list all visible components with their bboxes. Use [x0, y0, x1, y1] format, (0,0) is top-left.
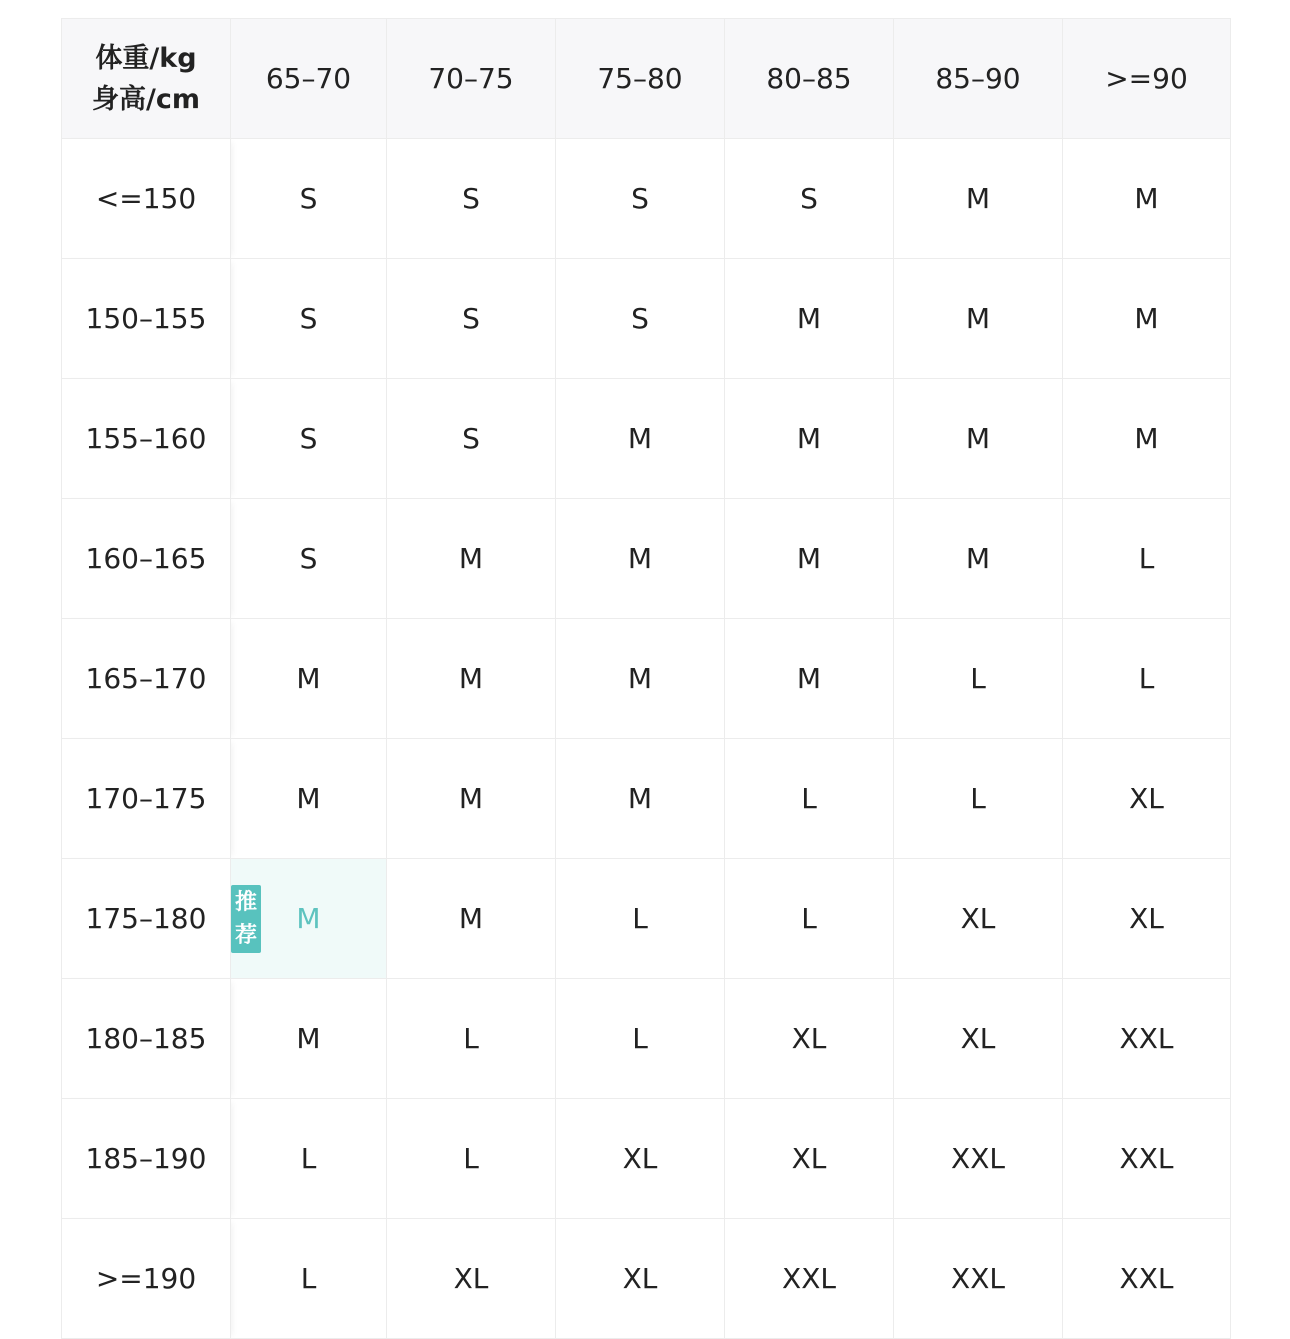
size-cell[interactable]: XXL — [725, 1219, 894, 1339]
table-row — [62, 499, 1231, 619]
size-cell[interactable]: S — [556, 139, 725, 259]
table-row — [62, 619, 1231, 739]
header-row — [62, 19, 1231, 139]
size-cell[interactable]: S — [387, 259, 556, 379]
corner-header-cell — [62, 19, 231, 139]
height-row-header: <=150 — [62, 139, 231, 259]
size-cell[interactable]: XXL — [1063, 1219, 1231, 1339]
size-cell[interactable]: XL — [725, 979, 894, 1099]
weight-column-header: 80–85 — [725, 19, 894, 139]
size-chart-body — [62, 139, 1231, 1339]
size-cell[interactable]: M — [894, 139, 1063, 259]
size-cell[interactable]: M — [894, 499, 1063, 619]
size-cell[interactable]: S — [231, 259, 387, 379]
size-cell[interactable]: S — [231, 139, 387, 259]
size-cell[interactable]: M — [556, 379, 725, 499]
size-cell[interactable]: M — [725, 499, 894, 619]
recommended-size-value: M — [296, 902, 321, 935]
size-cell[interactable]: M — [894, 259, 1063, 379]
height-row-header: >=190 — [62, 1219, 231, 1339]
height-row-header: 160–165 — [62, 499, 231, 619]
size-cell[interactable]: L — [556, 859, 725, 979]
size-cell[interactable]: M — [387, 619, 556, 739]
size-cell[interactable]: L — [894, 619, 1063, 739]
size-cell[interactable]: M — [894, 379, 1063, 499]
height-unit-label: 身高/cm — [92, 83, 200, 115]
size-cell[interactable]: L — [1063, 499, 1231, 619]
weight-column-header: 75–80 — [556, 19, 725, 139]
size-cell[interactable]: S — [231, 499, 387, 619]
size-cell[interactable]: L — [725, 739, 894, 859]
size-cell[interactable]: L — [387, 979, 556, 1099]
height-row-header: 150–155 — [62, 259, 231, 379]
size-cell[interactable]: L — [1063, 619, 1231, 739]
size-cell[interactable]: S — [387, 379, 556, 499]
size-cell[interactable]: S — [231, 379, 387, 499]
recommended-size-cell[interactable] — [231, 859, 387, 979]
size-cell[interactable]: S — [387, 139, 556, 259]
size-cell[interactable]: M — [725, 379, 894, 499]
size-cell[interactable]: M — [725, 619, 894, 739]
size-cell[interactable]: XL — [725, 1099, 894, 1219]
size-cell[interactable]: M — [556, 499, 725, 619]
table-row — [62, 1099, 1231, 1219]
size-cell[interactable]: L — [894, 739, 1063, 859]
table-row — [62, 1219, 1231, 1339]
size-cell[interactable]: L — [231, 1219, 387, 1339]
weight-unit-label: 体重/kg — [95, 42, 197, 74]
recommended-badge — [231, 885, 261, 953]
size-cell[interactable]: S — [725, 139, 894, 259]
size-cell[interactable]: XXL — [1063, 1099, 1231, 1219]
size-cell[interactable]: XL — [894, 859, 1063, 979]
size-cell[interactable]: XL — [1063, 739, 1231, 859]
size-cell[interactable]: XXL — [1063, 979, 1231, 1099]
table-row — [62, 139, 1231, 259]
weight-column-header: 65–70 — [231, 19, 387, 139]
size-cell[interactable]: S — [556, 259, 725, 379]
size-cell[interactable]: M — [231, 739, 387, 859]
size-cell[interactable]: XL — [556, 1219, 725, 1339]
height-row-header: 175–180 — [62, 859, 231, 979]
weight-column-header: >=90 — [1063, 19, 1231, 139]
size-cell[interactable]: M — [387, 499, 556, 619]
size-cell[interactable]: M — [1063, 139, 1231, 259]
size-cell[interactable]: L — [556, 979, 725, 1099]
recommended-badge-char: 荐 — [234, 923, 257, 948]
height-row-header: 170–175 — [62, 739, 231, 859]
size-cell[interactable]: XL — [387, 1219, 556, 1339]
table-row — [62, 979, 1231, 1099]
size-cell[interactable]: L — [387, 1099, 556, 1219]
height-row-header: 165–170 — [62, 619, 231, 739]
size-chart-table — [61, 18, 1231, 1339]
table-row — [62, 739, 1231, 859]
size-cell[interactable]: L — [231, 1099, 387, 1219]
size-cell[interactable]: L — [725, 859, 894, 979]
table-row — [62, 259, 1231, 379]
size-cell[interactable]: M — [387, 739, 556, 859]
size-cell[interactable]: M — [231, 979, 387, 1099]
size-cell[interactable]: M — [556, 619, 725, 739]
size-cell[interactable]: XL — [894, 979, 1063, 1099]
table-row — [62, 859, 1231, 979]
weight-column-header: 85–90 — [894, 19, 1063, 139]
table-row — [62, 379, 1231, 499]
size-cell[interactable]: M — [556, 739, 725, 859]
recommended-badge-char: 推 — [234, 890, 257, 915]
weight-column-header: 70–75 — [387, 19, 556, 139]
size-cell[interactable]: XL — [556, 1099, 725, 1219]
size-cell[interactable]: M — [387, 859, 556, 979]
size-cell[interactable]: XL — [1063, 859, 1231, 979]
size-cell[interactable]: M — [1063, 379, 1231, 499]
size-cell[interactable]: M — [725, 259, 894, 379]
size-cell[interactable]: M — [231, 619, 387, 739]
size-cell[interactable]: XXL — [894, 1219, 1063, 1339]
height-row-header: 185–190 — [62, 1099, 231, 1219]
size-chart-header — [62, 19, 1231, 139]
size-cell[interactable]: XXL — [894, 1099, 1063, 1219]
size-cell[interactable]: M — [1063, 259, 1231, 379]
height-row-header: 180–185 — [62, 979, 231, 1099]
height-row-header: 155–160 — [62, 379, 231, 499]
